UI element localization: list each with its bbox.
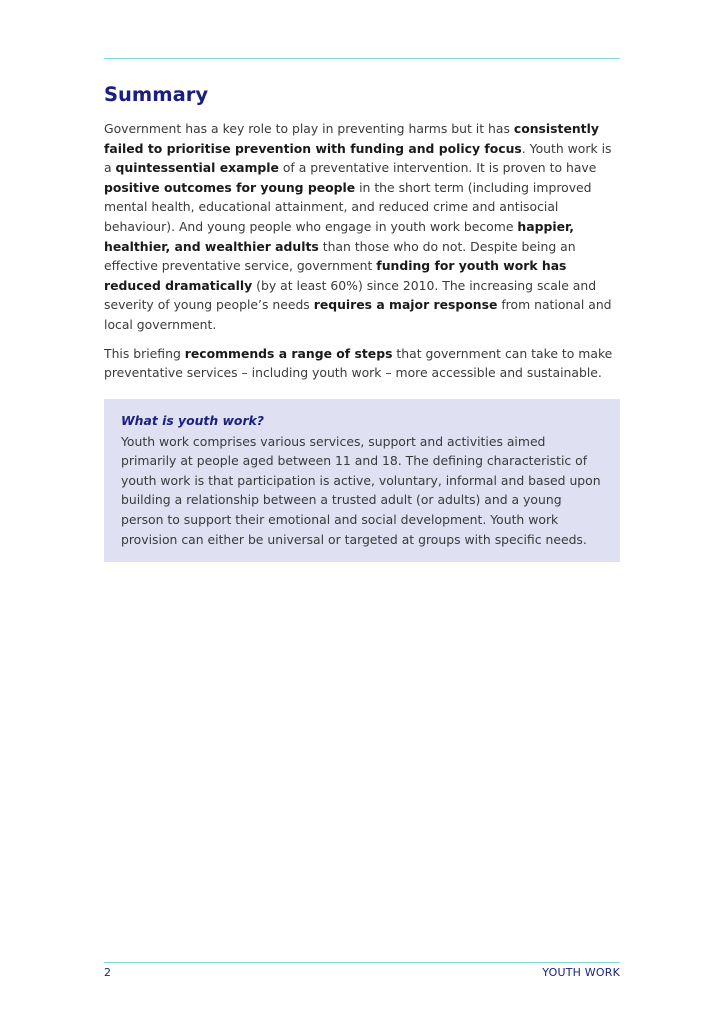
callout-title: What is youth work? (121, 413, 264, 428)
body-text: in the short term (including improved mental health, educational attainment, and reduced crime and antisocial behaviour). And young people who engage in youth work become (104, 179, 592, 234)
body-text: This briefing (104, 345, 185, 361)
body-text: from national and local government. (104, 297, 612, 332)
footer-title: YOUTH WORK (542, 966, 620, 979)
top-divider (104, 58, 620, 59)
footer-divider (104, 962, 620, 963)
body-text: . Youth work is a (104, 140, 612, 176)
summary-section (104, 119, 622, 392)
emphasis-text: quintessential example (115, 160, 279, 176)
page-heading: Summary (104, 83, 209, 106)
emphasis-text: positive outcomes for young people (104, 179, 356, 195)
emphasis-text: requires a major response (313, 297, 498, 313)
body-text: that government can take to make preventative services – including youth work – more accessible and sustainable. (104, 345, 613, 381)
summary-paragraph-2 (104, 344, 622, 383)
body-text: of a preventative intervention. It is proven to have (278, 160, 597, 176)
callout-text: Youth work comprises various services, support and activities aimed primarily at people aged between 11 and 18. The defining characteristic of youth work is that participation is active, voluntary, informal and based upon building a relationship between a trusted adult (or adults) and a young person to support their emotional and social development. Youth work provision can either be universal or targeted at groups with specific needs. (121, 433, 601, 547)
body-text: Government has a key role to play in preventing harms but it has (104, 121, 514, 136)
summary-paragraph-1 (104, 119, 622, 335)
youth-work-callout-box (104, 399, 620, 562)
emphasis-text: funding for youth work has reduced dramatically (104, 258, 567, 293)
emphasis-text: consistently failed to prioritise prevention with funding and policy focus (104, 121, 599, 156)
body-text: (by at least 60%) since 2010. The increasing scale and severity of young people’s needs (104, 277, 597, 313)
emphasis-text: recommends a range of steps (184, 345, 393, 361)
page-number: 2 (104, 966, 111, 979)
emphasis-text: happier, healthier, and wealthier adults (104, 218, 574, 254)
body-text: than those who do not. Despite being an effective preventative service, government (104, 238, 576, 274)
